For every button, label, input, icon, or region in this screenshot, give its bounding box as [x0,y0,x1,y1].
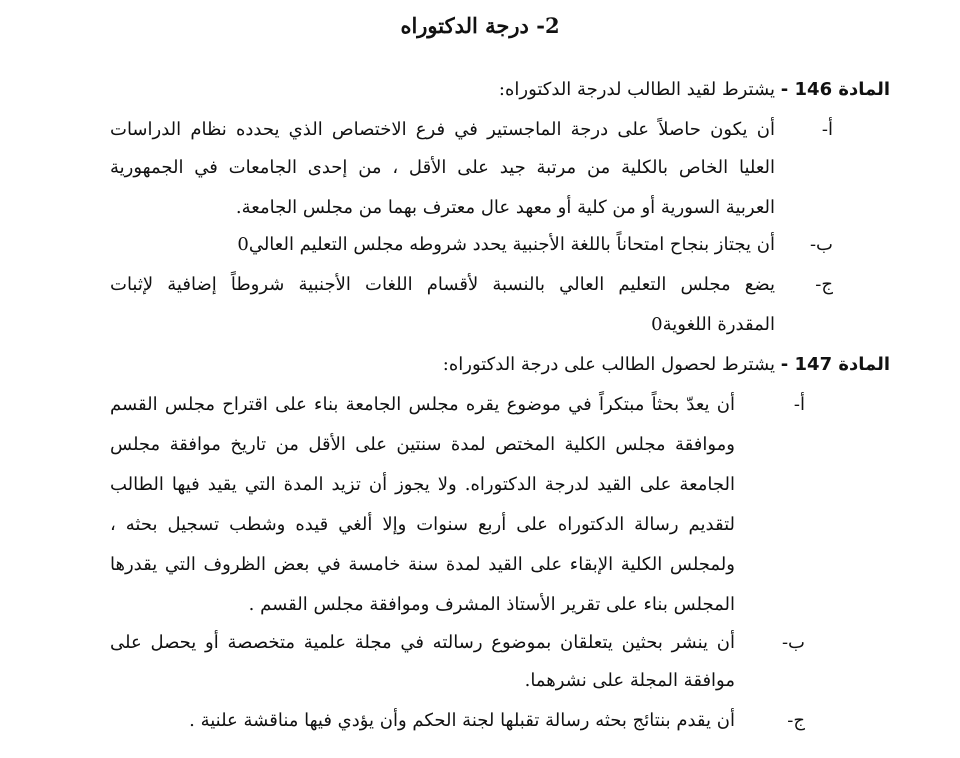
article-146-b-line-1: أن يجتاز بنجاح امتحاناً باللغة الأجنبية يحدد شروطه مجلس التعليم العالي0 [237,234,775,255]
article-146-header [499,75,890,105]
article-146-c-line-2: المقدرة اللغوية0 [651,314,775,335]
article-147-b-line-2: موافقة المجلة على نشرهما. [524,670,735,691]
article-146-label: المادة 146 - [780,79,890,100]
article-146-c-line-1: يضع مجلس التعليم العالي بالنسبة لأقسام اللغات الأجنبية شروطاً إضافية لإثبات [110,274,775,295]
article-147-header [443,350,890,380]
article-147-a-line-5: ولمجلس الكلية الإبقاء على القيد لمدة سنة خامسة في بعض الظروف التي يقدرها [110,554,735,575]
article-147-a-line-2: وموافقة مجلس الكلية المختص لمدة سنتين على الأقل من تاريخ موافقة مجلس [110,434,735,455]
article-147-a-marker: أ- [793,394,805,415]
article-146-a-line-2: العليا الخاص بالكلية من مرتبة جيد على الأقل ، من إحدى الجامعات في الجمهورية [110,157,775,178]
article-147-c-line-1: أن يقدم بنتائج بحثه رسالة تقبلها لجنة الحكم وأن يؤدي فيها مناقشة علنية . [189,710,735,731]
article-147-b-marker: ب- [781,632,805,653]
article-147-c-marker: ج- [787,710,805,731]
article-146-intro: يشترط لقيد الطالب لدرجة الدكتوراه: [498,79,776,100]
article-147-intro: يشترط لحصول الطالب على درجة الدكتوراه: [442,354,776,375]
article-146-a-marker: أ- [821,119,833,140]
article-146-b-marker: ب- [809,234,833,255]
section-heading: 2- درجة الدكتوراه [400,13,560,38]
article-146-c-marker: ج- [815,274,833,295]
article-146-a-line-1: أن يكون حاصلاً على درجة الماجستير في فرع الاختصاص الذي يحدده نظام الدراسات [110,119,775,140]
article-147-a-line-4: لتقديم رسالة الدكتوراه على أربع سنوات وإلا ألغي قيده وشطب تسجيل بحثه ، [110,514,735,535]
article-147-label: المادة 147 - [780,354,890,375]
article-146-a-line-3: العربية السورية أو من كلية أو معهد عال معترف بهما من مجلس الجامعة. [235,197,775,218]
article-147-b-line-1: أن ينشر بحثين يتعلقان بموضوع رسالته في مجلة علمية متخصصة أو يحصل على [110,632,735,653]
article-147-a-line-1: أن يعدّ بحثاً مبتكراً في موضوع يقره مجلس الجامعة بناء على اقتراح مجلس القسم [110,394,735,415]
article-147-a-line-3: الجامعة على القيد لدرجة الدكتوراه. ولا يجوز أن تزيد المدة التي يقيد فيها الطالب [110,474,735,495]
article-147-a-line-6: المجلس بناء على تقرير الأستاذ المشرف وموافقة مجلس القسم . [248,594,735,615]
